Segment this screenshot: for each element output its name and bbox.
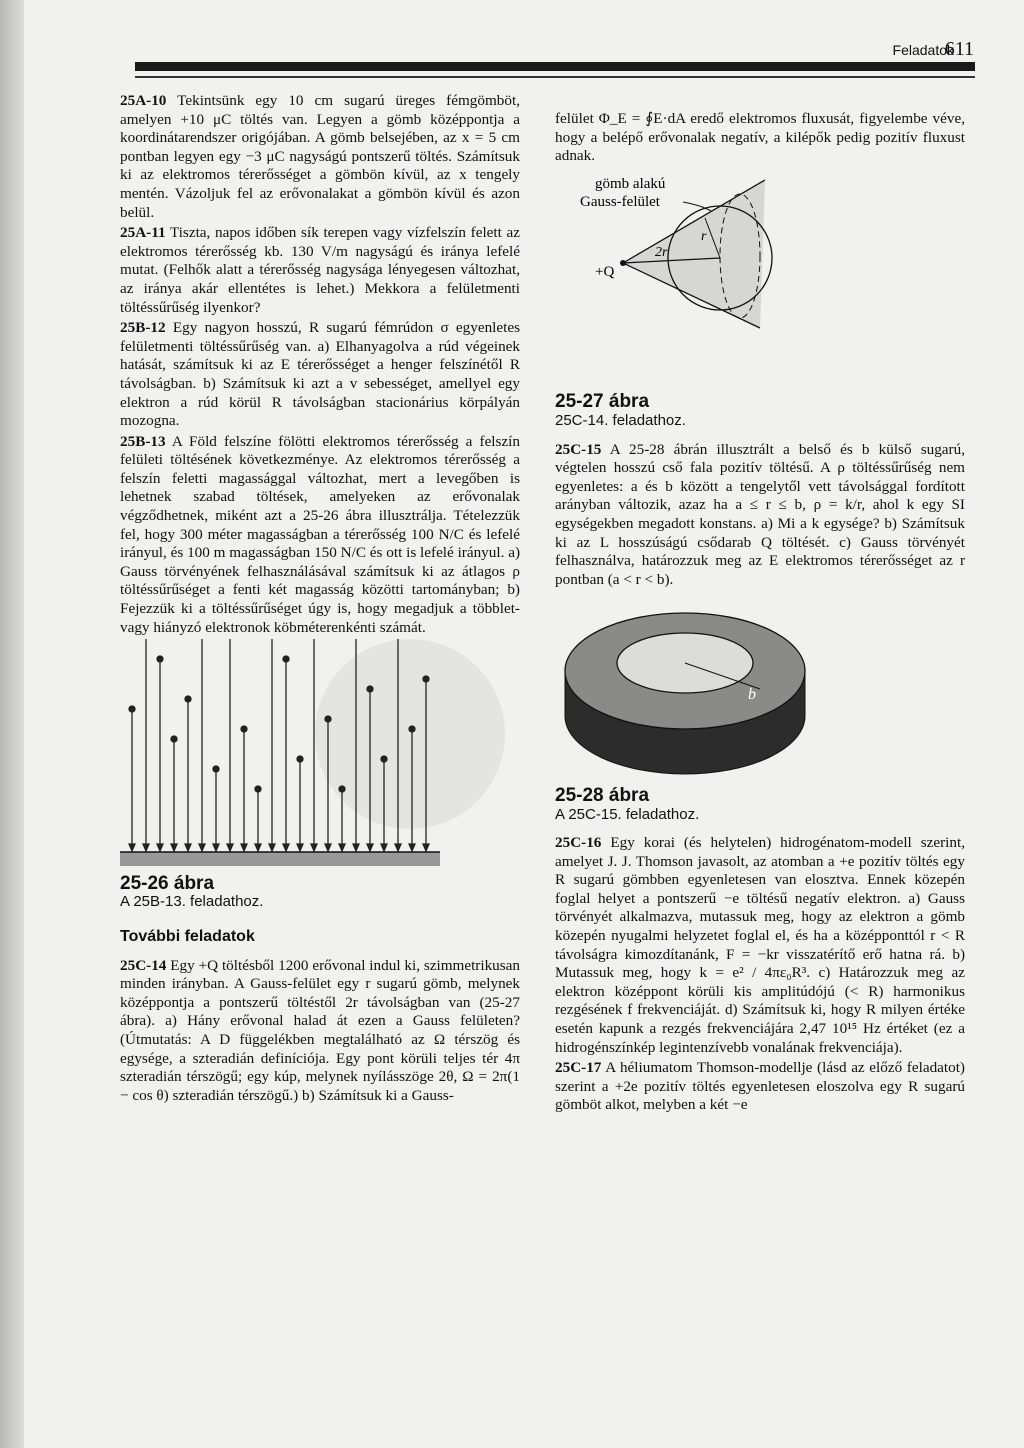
figure-title: 25-27 ábra — [555, 391, 650, 413]
running-head: Feladatok — [892, 42, 954, 58]
label-gauss-surface: Gauss-felület — [580, 193, 660, 210]
figure-caption: 25C-14. feladathoz. — [555, 411, 686, 429]
problem-25a11 — [120, 224, 520, 317]
left-column — [120, 92, 520, 1107]
problem-id: 25B-13 — [120, 432, 166, 450]
charge-point — [620, 260, 626, 266]
problem-id: 25C-16 — [555, 834, 602, 852]
label-charge: +Q — [595, 263, 615, 280]
ground-surface — [120, 852, 440, 866]
problem-id: 25C-14 — [120, 956, 167, 974]
problem-text: Tekintsünk egy 10 cm sugarú üreges fémgömböt, amelyen +10 μC töltés van. Legyen a gömb középpontja a koordinátarendszer origójában. A gömb belsejében, az x = 5 cm pontban legyen egy −3 μC nagyságú pontszerű töltés. Számítsuk ki az elektromos térerősséget a gömbön kívül, az x tengely mentén. Vázoljuk fel az erővonalakat a gömbön kívül és azon belül. — [120, 92, 521, 221]
page-binding-shadow — [0, 0, 24, 1448]
problem-25c16 — [555, 834, 965, 1057]
problem-25a10 — [120, 92, 520, 222]
background-sphere-ghost — [315, 639, 505, 829]
figure-caption: A 25C-15. feladathoz. — [555, 805, 700, 823]
problem-text: Egy korai (és helytelen) hidrogénatom-modell szerint, amelyet J. J. Thomson javasolt, az atomban a +e pozitív töltés egy R sugarú gömbben egyenletesen van elosztva. Ennek közepén foglal helyet a pontszerű −e töltésű negatív elektron. a) Gauss törvényét alkalmazva, mutassuk meg, hogy az elektron a gömb közepén nyugalmi helyzetet foglal el, és ha a középponttól r < R távolságra kimozdítanánk, F = −kr visszatérítő erő hatna rá. b) Mutassuk meg, hogy k = e² / 4πε₀R³. c) Határozzuk meg az elektron középpont körüli kis amplitúdójú (< R) harmonikus rezgésének f frekvenciáját. d) Számítsuk ki, hogy R milyen értéke esetén kapunk a rezgés frekvenciájára 2,47 10¹⁵ Hz értéket (ez a hidrogénszínkép legintenzívebb vonalának frekvenciája). — [555, 834, 965, 1056]
problem-continuation: felület Φ_E = ∮E·dA eredő elektromos fluxusát, figyelembe véve, hogy a belépő erővonalak negatív, a kilépők pedig pozitív fluxust adnak. — [555, 110, 965, 165]
problem-id: 25C-17 — [555, 1059, 602, 1077]
problem-25b12 — [120, 319, 520, 431]
figure-25-27-gauss-sphere — [555, 168, 965, 388]
label-b: b — [748, 686, 756, 704]
problem-text: A Föld felszíne fölötti elektromos térerősség a felszín felületi töltésének következménye. Az elektromos térerősség a felszín feletti magassággal változhat, mert a levegőben is lehetnek szabad töltések, amelyeken az erővonalak végződhetnek, miként azt a 25-26 ábra illusztrálja. Tételezzük fel, hogy 300 méter magasságban a térerősség 100 N/C és lefelé irányul, és 100 m magasságban 150 N/C és ott is lefelé irányul. a) Gauss törvényének felhasználásával számítsuk ki az átlagos ρ töltéssűrűséget a fenti két magasság közötti tartományban; b) Fejezzük ki a töltéssűrűséget úgy is, hogy megadjuk a többlet- vagy hiányzó elektronok köbméterenkénti számát. — [120, 432, 520, 636]
problem-id: 25B-12 — [120, 319, 166, 337]
label-radius: r — [701, 228, 707, 244]
problem-25b13 — [120, 433, 520, 638]
section-title: További feladatok — [120, 928, 255, 945]
figure-25-26-field-lines — [120, 639, 520, 869]
problem-text: Tiszta, napos időben sík terepen vagy vízfelszín felett az elektromos térerősség kb. 130 V/m nagyságú és iránya lefelé mutat. (Felhők alatt a térerősség nagysága lényegesen változhat, az iránya akár ellentétes is lehet.) Mekkora a felületmenti töltéssűrűség ilyenkor? — [120, 224, 520, 316]
label-distance: 2r — [655, 244, 668, 260]
right-column — [555, 110, 965, 1117]
problem-id: 25A-11 — [120, 224, 166, 242]
header-rule-thin — [135, 76, 975, 78]
problem-25c17 — [555, 1059, 965, 1115]
problem-text: Egy nagyon hosszú, R sugarú fémrúdon σ egyenletes felületmenti töltéssűrűség van. a) Elhanyagolva a rúd végeinek hatását, számítsuk ki az E térerősséget a henger felszínétől R távolságban. b) Számítsuk ki azt a v sebességet, amellyel egy elektron a rúd körül R távolságban stacionárius körpályán mozogna. — [120, 319, 521, 430]
figure-title: 25-26 ábra — [120, 872, 215, 894]
problem-text: A héliumatom Thomson-modellje (lásd az előző feladatot) szerint a +2e pozitív töltés egyenletesen eloszolva egy R sugarú gömböt alkot, melyben a két −e — [555, 1059, 965, 1114]
figure-caption: A 25B-13. feladathoz. — [120, 893, 264, 911]
problem-id: 25C-15 — [555, 440, 602, 458]
problem-25c15 — [555, 441, 965, 590]
problem-text: Egy +Q töltésből 1200 erővonal indul ki, szimmetrikusan minden irányban. A Gauss-felület egy r sugarú gömb, melynek középpontja a pontszerű töltéstől 2r távolságban van (25-27 ábra). a) Hány erővonal halad át ezen a Gauss felületen? (Útmutatás: A D függelékben megtalálható az Ω térszög és egysége, a szteradián definíciója. Egy pont körüli teljes tér 4π szteradián térszögű; egy kúp, melynek nyílásszöge 2θ, Ω = 2π(1 − cos θ) szteradián térszögű.) b) Számítsuk ki a Gauss- — [120, 956, 521, 1104]
page-number: 611 — [944, 38, 974, 60]
header-rule — [135, 62, 975, 71]
label-sphere-shape: gömb alakú — [595, 175, 666, 192]
figure-title: 25-28 ábra — [555, 784, 650, 806]
problem-25c14 — [120, 957, 520, 1106]
problem-id: 25A-10 — [120, 92, 167, 109]
problem-text: A 25-28 ábrán illusztrált a belső és b külső sugarú, végtelen hosszú cső fala pozitív töltésű. A ρ töltéssűrűség nem egyenletes: a és b között a tengelytől vett távolsággal fordított arányban változik, azaz ha a ≤ r ≤ b, ρ = k/r, ahol k egy SI egységekben megadott konstans. a) Mi a k egysége? b) Számítsuk ki az L hosszúságú csődarab Q töltését. c) Gauss törvényét felhasználva, határozzuk meg az E elektromos térerősséget az r pontban (a < r < b). — [555, 440, 965, 588]
figure-25-28-charged-tube — [555, 591, 965, 781]
